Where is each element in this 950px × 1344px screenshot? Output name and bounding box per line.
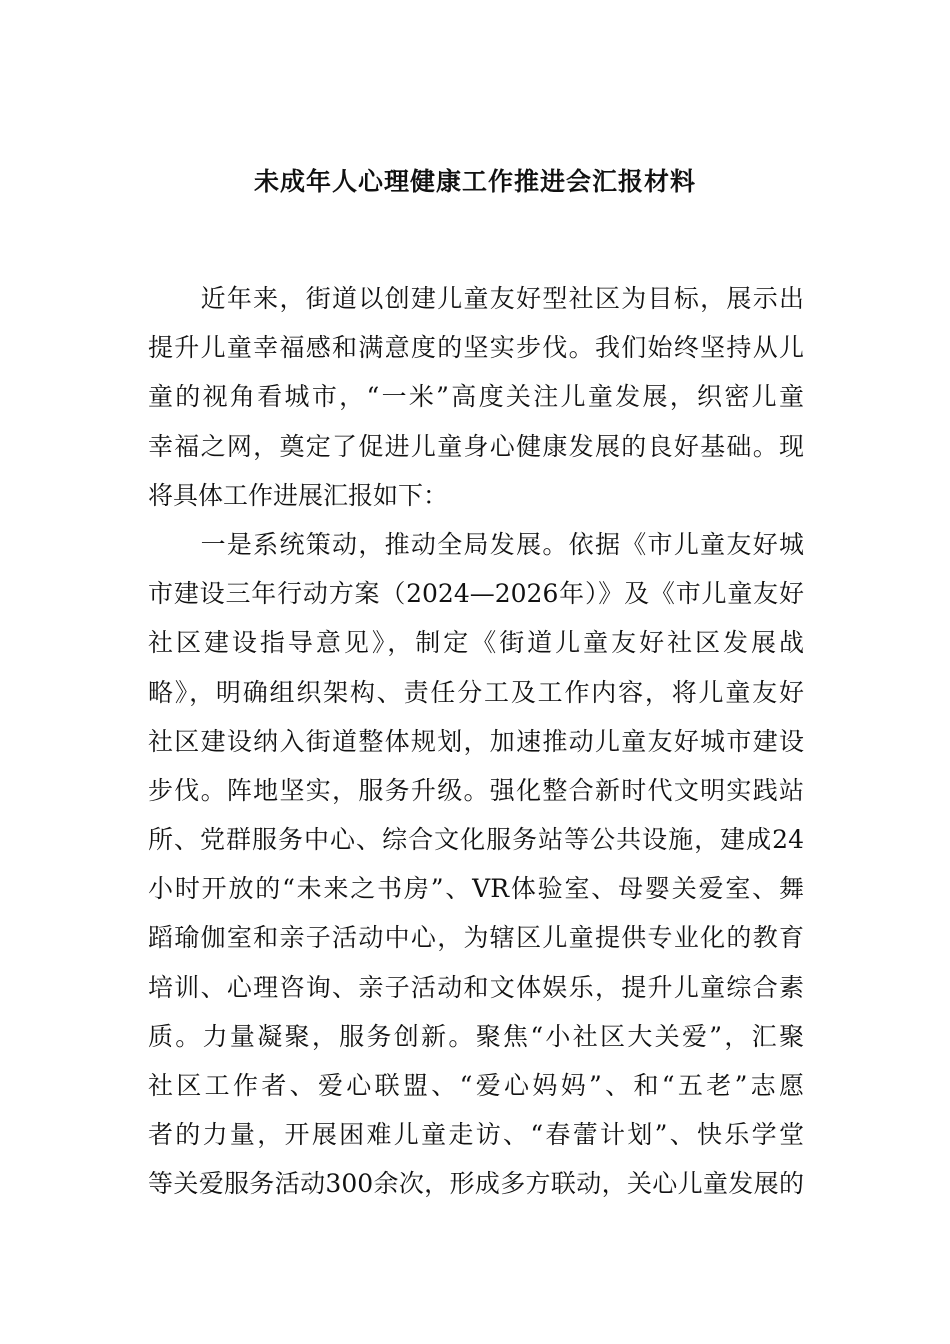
body-line: 质。力量凝聚，服务创新。聚焦“小社区大关爱”，汇聚 [148,1021,804,1051]
body-line: 者的力量，开展困难儿童走访、“春蕾计划”、快乐学堂 [148,1120,804,1150]
body-line: 等关爱服务活动300余次，形成多方联动，关心儿童发展的 [148,1169,804,1199]
body-line: 市建设三年行动方案（2024—2026年）》及《市儿童友好 [148,579,804,609]
body-line: 社区工作者、爱心联盟、“爱心妈妈”、和“五老”志愿 [148,1071,804,1100]
body-line: 提升儿童幸福感和满意度的坚实步伐。我们始终坚持从儿 [148,333,804,363]
body-line: 近年来，街道以创建儿童友好型社区为目标，展示出 [148,284,804,313]
body-line: 童的视角看城市，“一米”高度关注儿童发展，织密儿童 [148,382,804,412]
body-line: 所、党群服务中心、综合文化服务站等公共设施，建成24 [148,825,804,855]
body-line: 社区建设指导意见》，制定《街道儿童友好社区发展战 [148,628,804,658]
body-line: 步伐。阵地坚实，服务升级。强化整合新时代文明实践站 [148,775,804,805]
body-line: 一是系统策动，推动全局发展。依据《市儿童友好城 [148,529,804,559]
document-title: 未成年人心理健康工作推进会汇报材料 [253,167,696,196]
document-body [148,274,804,1209]
body-line: 培训、心理咨询、亲子活动和文体娱乐，提升儿童综合素 [148,972,804,1002]
body-line: 略》，明确组织架构、责任分工及工作内容，将儿童友好 [148,677,804,707]
body-line: 小时开放的“未来之书房”、VR体验室、母婴关爱室、舞 [148,874,804,904]
body-line: 将具体工作进展汇报如下： [148,480,449,510]
body-line: 社区建设纳入街道整体规划，加速推动儿童友好城市建设 [148,726,804,756]
body-line: 幸福之网，奠定了促进儿童身心健康发展的良好基础。现 [148,431,804,461]
body-line: 蹈瑜伽室和亲子活动中心，为辖区儿童提供专业化的教育 [148,923,804,953]
